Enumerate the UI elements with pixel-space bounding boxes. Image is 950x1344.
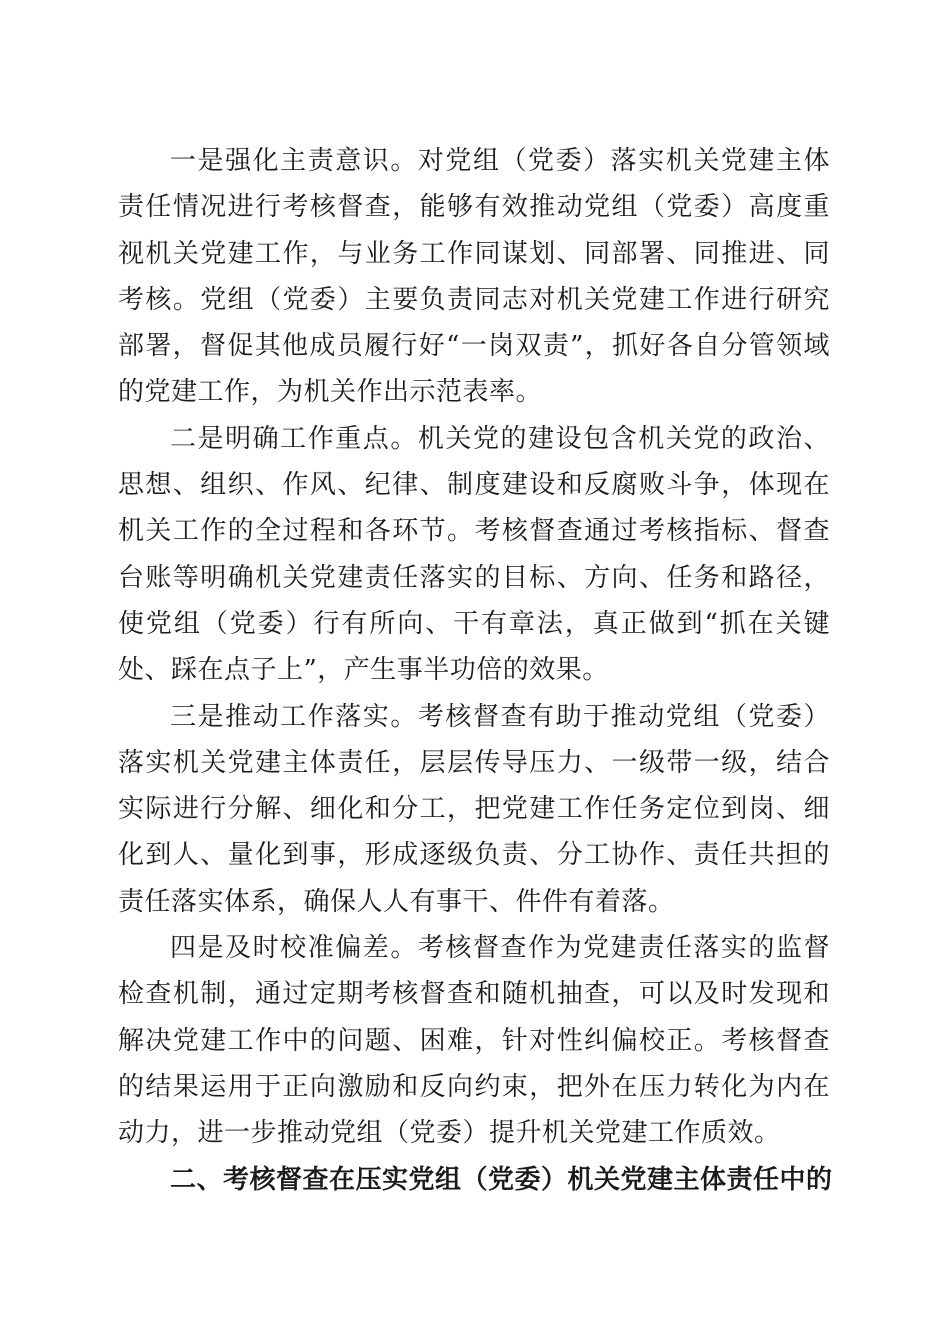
document-page xyxy=(118,138,833,1203)
paragraph-1: 一是强化主责意识。对党组（党委）落实机关党建主体责任情况进行考核督查，能够有效推动党组（党委）高度重视机关党建工作，与业务工作同谋划、同部署、同推进、同考核。党组（党委）主要负责同志对机关党建工作进行研究部署，督促其他成员履行好“一岗双责”，抓好各自分管领域的党建工作，为机关作出示范表率。 xyxy=(118,146,830,408)
section-heading: 二、考核督查在压实党组（党委）机关党建主体责任中的 xyxy=(170,1164,833,1195)
paragraph-2: 二是明确工作重点。机关党的建设包含机关党的政治、思想、组织、作风、纪律、制度建设和反腐败斗争，体现在机关工作的全过程和各环节。考核督查通过考核指标、督查台账等明确机关党建责任落实的目标、方向、任务和路径，使党组（党委）行有所向、干有章法，真正做到“抓在关键处、踩在点子上”，产生事半功倍的效果。 xyxy=(118,423,830,686)
paragraph-4: 四是及时校准偏差。考核督查作为党建责任落实的监督检查机制，通过定期考核督查和随机抽查，可以及时发现和解决党建工作中的问题、困难，针对性纠偏校正。考核督查的结果运用于正向激励和反向约束，把外在压力转化为内在动力，进一步推动党组（党委）提升机关党建工作质效。 xyxy=(118,933,830,1149)
paragraph-3: 三是推动工作落实。考核督查有助于推动党组（党委）落实机关党建主体责任，层层传导压力、一级带一级，结合实际进行分解、细化和分工，把党建工作任务定位到岗、细化到人、量化到事，形成逐级负责、分工协作、责任共担的责任落实体系，确保人人有事干、件件有着落。 xyxy=(118,701,830,917)
